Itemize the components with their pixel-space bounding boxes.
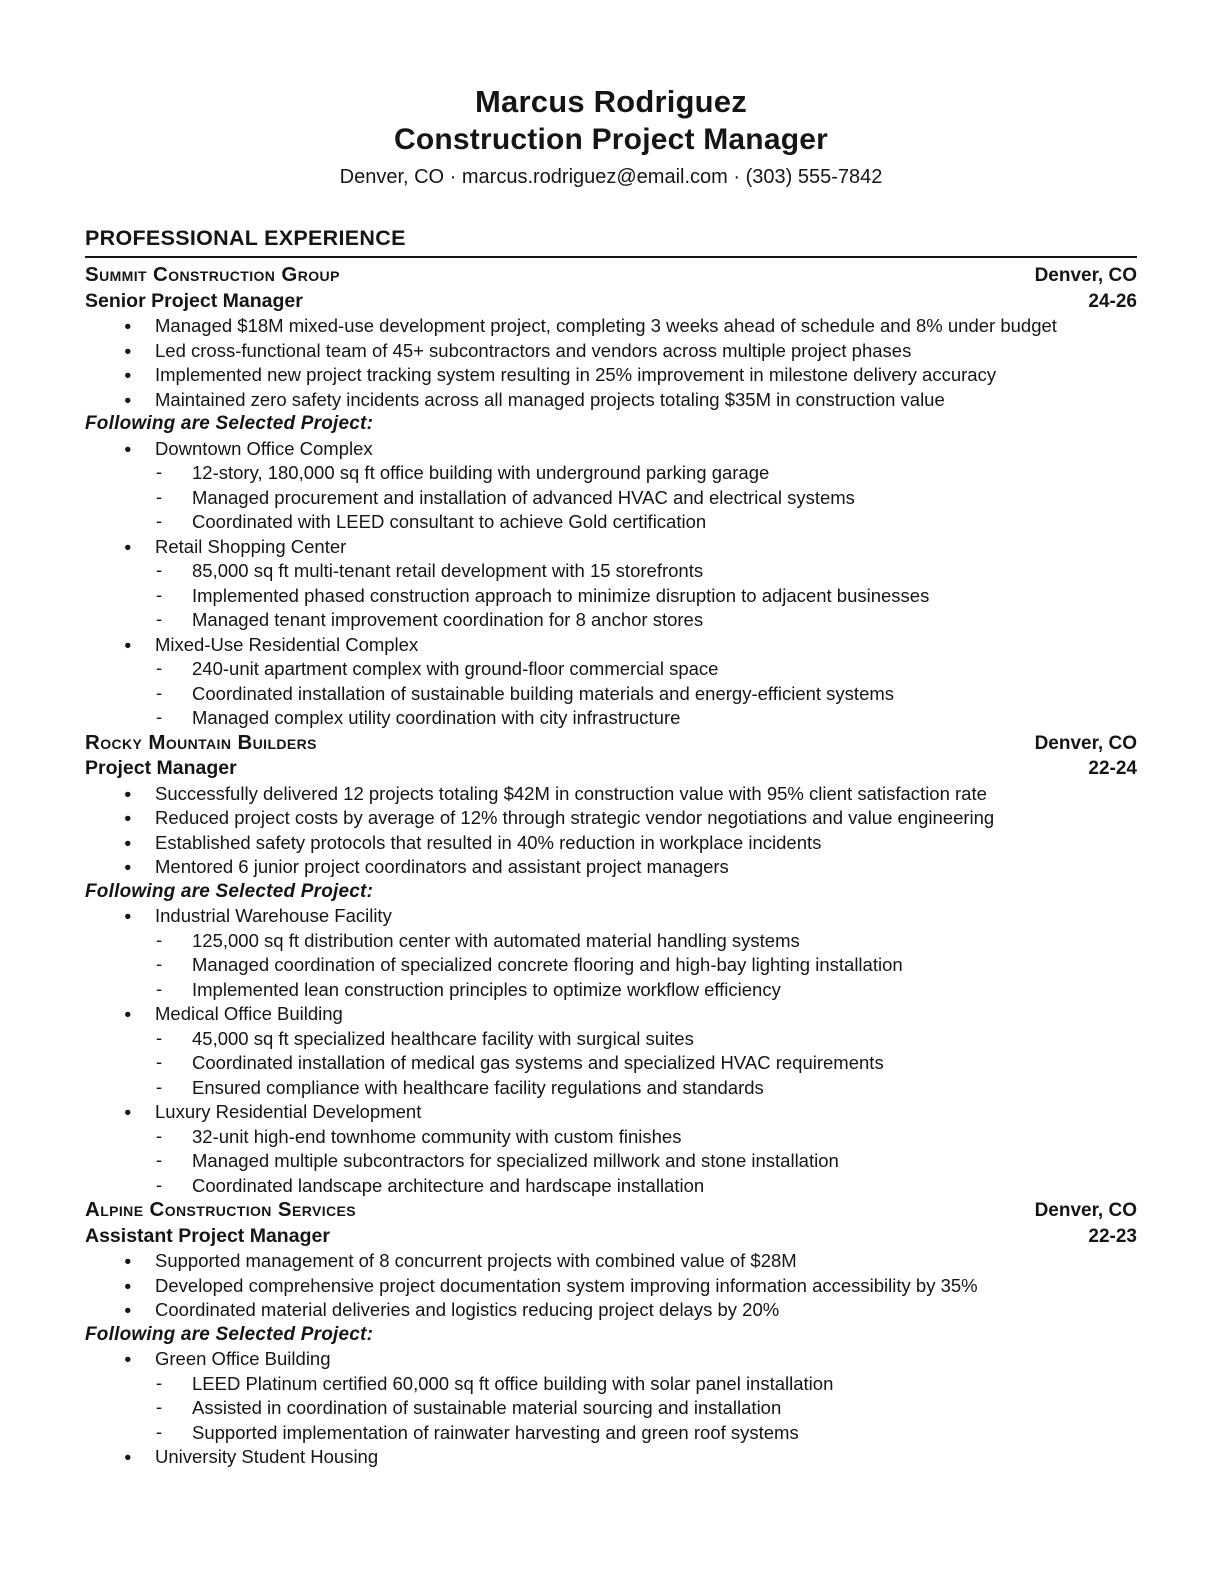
project-detail-text: Supported implementation of rainwater harvesting and green roof systems xyxy=(192,1421,799,1443)
bullet-icon: ● xyxy=(124,1278,132,1293)
role-title: Assistant Project Manager xyxy=(85,1224,330,1247)
project-detail-text: 85,000 sq ft multi-tenant retail development with 15 storefronts xyxy=(192,560,704,581)
bullet-icon: ● xyxy=(124,392,132,407)
project-detail xyxy=(85,706,1137,731)
experience-bullet xyxy=(85,831,1137,856)
company-location: Denver, CO xyxy=(1034,265,1137,286)
contact-line: Denver, CO · marcus.rodriguez@email.com · (303) 555-7842 xyxy=(339,166,883,188)
experience-bullet xyxy=(85,339,1137,364)
project-detail-text: Managed procurement and installation of advanced HVAC and electrical systems xyxy=(192,486,855,508)
experience-bullet xyxy=(85,855,1137,880)
project-detail xyxy=(85,929,1137,954)
experience-bullet xyxy=(85,388,1137,413)
dash-icon: - xyxy=(156,977,163,999)
bullet-icon: ● xyxy=(124,786,132,801)
company-name: Summit Construction Group xyxy=(85,263,340,286)
company-location: Denver, CO xyxy=(1034,1200,1137,1221)
bullet-icon: ● xyxy=(124,539,132,554)
project-item xyxy=(85,437,1137,462)
bullet-text: Reduced project costs by average of 12% through strategic vendor negotiations and value engineering xyxy=(155,807,995,828)
bullet-text: Managed $18M mixed-use development project, completing 3 weeks ahead of schedule and 8% under budget xyxy=(155,315,1057,336)
bullet-icon: ● xyxy=(124,835,132,850)
project-detail-text: 12-story, 180,000 sq ft office building with underground parking garage xyxy=(192,462,770,483)
project-detail-text: Managed coordination of specialized concrete flooring and high-bay lighting installation xyxy=(192,954,903,975)
project-detail-text: 240-unit apartment complex with ground-floor commercial space xyxy=(192,658,719,679)
project-detail xyxy=(85,953,1137,978)
dash-icon: - xyxy=(156,510,163,531)
project-detail xyxy=(85,486,1137,511)
project-detail-text: Coordinated with LEED consultant to achieve Gold certification xyxy=(192,511,707,532)
bullet-icon: ● xyxy=(124,637,132,652)
project-item xyxy=(85,535,1137,560)
dash-icon: - xyxy=(156,1051,163,1072)
company-name: Alpine Construction Services xyxy=(85,1198,356,1221)
project-item xyxy=(85,1347,1137,1372)
experience-bullet xyxy=(85,1298,1137,1323)
selected-projects-label: Following are Selected Project: xyxy=(85,413,374,434)
project-detail xyxy=(85,1421,1137,1446)
selected-projects-label: Following are Selected Project: xyxy=(85,1323,374,1345)
role-title: Senior Project Manager xyxy=(85,289,303,312)
dash-icon: - xyxy=(156,1124,163,1146)
project-detail xyxy=(85,682,1137,707)
role-row xyxy=(85,756,1137,782)
project-detail-text: Managed multiple subcontractors for specialized millwork and stone installation xyxy=(192,1150,839,1171)
project-detail-text: 125,000 sq ft distribution center with automated material handling systems xyxy=(192,929,800,951)
bullet-icon: ● xyxy=(124,909,132,923)
project-detail xyxy=(85,1396,1137,1421)
project-detail-text: Implemented lean construction principles to optimize workflow efficiency xyxy=(192,978,781,1000)
bullet-icon: ● xyxy=(124,1254,132,1268)
bullet-icon: ● xyxy=(124,1007,132,1021)
bullet-text: Successfully delivered 12 projects totaling $42M in construction value with 95% client satisfaction rate xyxy=(155,782,987,804)
project-detail xyxy=(85,657,1137,682)
experience-bullet xyxy=(85,1274,1137,1299)
project-name: Retail Shopping Center xyxy=(155,535,347,557)
project-name: Medical Office Building xyxy=(155,1003,343,1024)
company-row xyxy=(85,263,1137,289)
bullet-icon: ● xyxy=(124,811,132,825)
dash-icon: - xyxy=(156,657,163,678)
role-row xyxy=(85,1224,1137,1250)
bullet-text: Coordinated material deliveries and logistics reducing project delays by 20% xyxy=(155,1299,780,1320)
project-detail-text: 32-unit high-end townhome community with custom finishes xyxy=(192,1125,682,1147)
bullet-icon: ● xyxy=(124,1303,132,1317)
experience-bullet xyxy=(85,363,1137,388)
dash-icon: - xyxy=(156,706,163,727)
role-dates: 22-24 xyxy=(1088,758,1137,779)
dash-icon: - xyxy=(156,681,163,703)
project-detail-text: Coordinated installation of medical gas systems and specialized HVAC requirements xyxy=(192,1052,884,1073)
project-item xyxy=(85,904,1137,929)
project-detail-text: Coordinated installation of sustainable building materials and energy-efficient systems xyxy=(192,682,895,704)
project-item xyxy=(85,1100,1137,1125)
role-row xyxy=(85,289,1137,315)
dash-icon: - xyxy=(156,1371,163,1393)
bullet-text: Led cross-functional team of 45+ subcontractors and vendors across multiple project phases xyxy=(155,339,912,361)
dash-icon: - xyxy=(156,608,163,629)
project-detail xyxy=(85,1051,1137,1076)
bullet-icon: ● xyxy=(124,319,132,333)
project-detail-text: 45,000 sq ft specialized healthcare facility with surgical suites xyxy=(192,1027,694,1049)
role-dates: 24-26 xyxy=(1088,290,1137,312)
project-item xyxy=(85,1002,1137,1027)
project-detail-text: Ensured compliance with healthcare facility regulations and standards xyxy=(192,1076,764,1098)
dash-icon: - xyxy=(156,928,163,950)
project-detail xyxy=(85,461,1137,486)
bullet-icon: ● xyxy=(124,1105,132,1119)
bullet-icon: ● xyxy=(124,1450,132,1464)
person-name: Marcus Rodriguez xyxy=(475,84,747,119)
project-detail xyxy=(85,978,1137,1003)
bullet-icon: ● xyxy=(124,441,132,456)
dash-icon: - xyxy=(156,1075,163,1097)
project-name: Industrial Warehouse Facility xyxy=(155,905,392,926)
section-heading-professional-experience: PROFESSIONAL EXPERIENCE xyxy=(85,226,1137,258)
experience-bullet xyxy=(85,1249,1137,1274)
project-name: University Student Housing xyxy=(155,1446,379,1467)
company-location: Denver, CO xyxy=(1034,732,1137,754)
project-detail xyxy=(85,559,1137,584)
project-name: Mixed-Use Residential Complex xyxy=(155,633,419,655)
project-detail xyxy=(85,1027,1137,1052)
role-dates: 22-23 xyxy=(1088,1225,1137,1247)
bullet-icon: ● xyxy=(124,1352,132,1366)
experience-bullet xyxy=(85,314,1137,339)
project-name: Downtown Office Complex xyxy=(155,437,373,459)
bullet-text: Maintained zero safety incidents across all managed projects totaling $35M in construction value xyxy=(155,388,945,410)
project-detail-text: Managed tenant improvement coordination for 8 anchor stores xyxy=(192,609,704,630)
project-detail-text: Implemented phased construction approach to minimize disruption to adjacent businesses xyxy=(192,584,930,606)
project-detail xyxy=(85,1149,1137,1174)
project-detail xyxy=(85,510,1137,535)
company-name: Rocky Mountain Builders xyxy=(85,730,317,754)
project-name: Green Office Building xyxy=(155,1348,331,1369)
bullet-icon: ● xyxy=(124,368,132,382)
experience-bullet xyxy=(85,782,1137,807)
dash-icon: - xyxy=(156,1149,163,1170)
dash-icon: - xyxy=(156,485,163,507)
dash-icon: - xyxy=(156,1026,163,1048)
bullet-text: Established safety protocols that resulted in 40% reduction in workplace incidents xyxy=(155,831,822,853)
project-detail-text: Coordinated landscape architecture and hardscape installation xyxy=(192,1174,705,1196)
project-name: Luxury Residential Development xyxy=(155,1101,422,1122)
bullet-text: Implemented new project tracking system resulting in 25% improvement in milestone delivery accuracy xyxy=(155,364,997,385)
dash-icon: - xyxy=(156,1173,163,1195)
role-title: Project Manager xyxy=(85,757,237,779)
project-detail xyxy=(85,584,1137,609)
dash-icon: - xyxy=(156,461,163,482)
dash-icon: - xyxy=(156,953,163,974)
bullet-text: Mentored 6 junior project coordinators and assistant project managers xyxy=(155,856,729,877)
project-item xyxy=(85,633,1137,658)
bullet-icon: ● xyxy=(124,860,132,874)
project-detail-text: LEED Platinum certified 60,000 sq ft office building with solar panel installation xyxy=(192,1372,834,1394)
dash-icon: - xyxy=(156,559,163,580)
company-row xyxy=(85,731,1137,757)
project-item xyxy=(85,1445,1137,1470)
dash-icon: - xyxy=(156,1396,163,1417)
dash-icon: - xyxy=(156,1420,163,1442)
experience-bullet xyxy=(85,806,1137,831)
selected-projects-label: Following are Selected Project: xyxy=(85,880,374,902)
company-row xyxy=(85,1198,1137,1224)
person-job-title: Construction Project Manager xyxy=(394,123,828,156)
project-detail xyxy=(85,608,1137,633)
project-detail xyxy=(85,1076,1137,1101)
project-detail xyxy=(85,1125,1137,1150)
bullet-text: Supported management of 8 concurrent projects with combined value of $28M xyxy=(155,1250,797,1271)
bullet-text: Developed comprehensive project documentation system improving information accessibility by 35% xyxy=(155,1274,978,1296)
dash-icon: - xyxy=(156,583,163,605)
project-detail xyxy=(85,1174,1137,1199)
resume-header xyxy=(85,82,1137,190)
project-detail-text: Assisted in coordination of sustainable material sourcing and installation xyxy=(192,1397,782,1418)
project-detail xyxy=(85,1372,1137,1397)
bullet-icon: ● xyxy=(124,343,132,358)
project-detail-text: Managed complex utility coordination with city infrastructure xyxy=(192,707,681,728)
